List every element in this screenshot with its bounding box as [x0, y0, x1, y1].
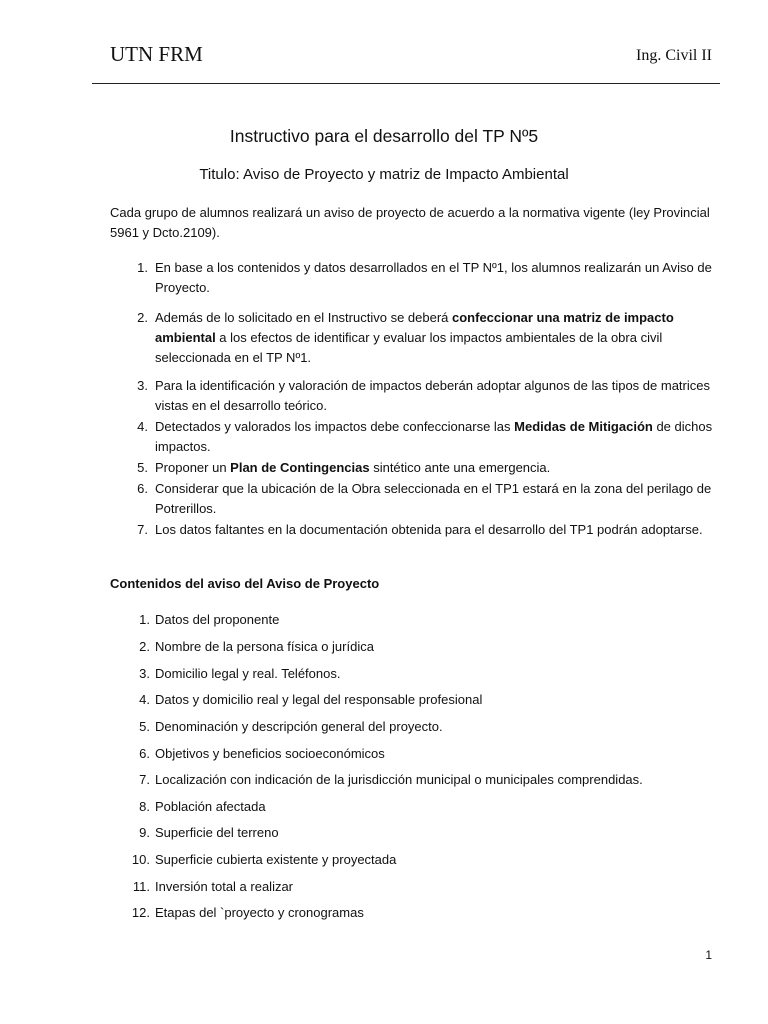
contents-number: 6. [139, 746, 150, 761]
contents-item [110, 610, 714, 630]
instruction-number: 6. [137, 481, 148, 496]
contents-text: Inversión total a realizar [155, 879, 294, 894]
instruction-item [110, 417, 714, 457]
instruction-text: Además de lo solicitado en el Instructivo se deberá confeccionar una matriz de impacto ambiental a los efectos de identificar y evaluar los impactos ambientales de la obra civil seleccionada en el TP Nº1. [155, 310, 674, 365]
contents-text: Etapas del `proyecto y cronogramas [155, 905, 364, 920]
contents-text: Datos del proponente [155, 612, 280, 627]
contents-text: Domicilio legal y real. Teléfonos. [155, 666, 341, 681]
contents-item [110, 690, 714, 710]
instruction-item [110, 458, 714, 478]
contents-text: Localización con indicación de la jurisdicción municipal o municipales comprendidas. [155, 772, 643, 787]
contents-text: Denominación y descripción general del proyecto. [155, 719, 443, 734]
document-subtitle: Titulo: Aviso de Proyecto y matriz de Impacto Ambiental [199, 166, 569, 183]
contents-text: Población afectada [155, 799, 266, 814]
header-divider [92, 83, 720, 84]
instruction-item [110, 308, 714, 368]
instruction-text: Detectados y valorados los impactos debe confeccionarse las Medidas de Mitigación de dichos impactos. [155, 419, 713, 454]
document-title: Instructivo para el desarrollo del TP Nº5 [229, 126, 539, 146]
contents-item [110, 770, 714, 790]
instruction-number: 7. [137, 522, 148, 537]
contents-text: Objetivos y beneficios socioeconómicos [155, 746, 385, 761]
instruction-number: 2. [137, 310, 148, 325]
intro-paragraph: Cada grupo de alumnos realizará un aviso de proyecto de acuerdo a la normativa vigente (ley Provincial 5961 y Dcto.2109). [110, 205, 710, 240]
contents-heading: Contenidos del aviso del Aviso de Proyecto [110, 576, 380, 591]
contents-number: 4. [139, 692, 150, 707]
instruction-item [110, 479, 714, 519]
contents-number: 12. [131, 905, 150, 920]
contents-number: 2. [139, 639, 150, 654]
contents-item [110, 823, 714, 843]
instruction-item [110, 376, 714, 416]
contents-item [110, 744, 714, 764]
contents-text: Superficie cubierta existente y proyectada [155, 852, 397, 867]
contents-text: Datos y domicilio real y legal del responsable profesional [155, 692, 483, 707]
contents-item [110, 664, 714, 684]
contents-number: 7. [139, 772, 150, 787]
contents-text: Superficie del terreno [155, 825, 279, 840]
instruction-number: 5. [137, 460, 148, 475]
contents-number: 10. [131, 852, 150, 867]
contents-number: 11. [132, 879, 150, 894]
contents-item [110, 797, 714, 817]
contents-number: 5. [139, 719, 150, 734]
instruction-text: Para la identificación y valoración de impactos deberán adoptar algunos de las tipos de matrices vistas en el desarrollo teórico. [155, 378, 710, 413]
contents-item [110, 877, 714, 897]
instruction-text: Proponer un Plan de Contingencias sintético ante una emergencia. [155, 460, 551, 475]
instruction-text: Los datos faltantes en la documentación obtenida para el desarrollo del TP1 podrán adoptarse. [155, 522, 703, 537]
contents-number: 8. [139, 799, 150, 814]
instruction-text: En base a los contenidos y datos desarrollados en el TP Nº1, los alumnos realizarán un Aviso de Proyecto. [155, 260, 712, 295]
contents-item [110, 850, 714, 870]
page-number: 1 [705, 948, 712, 962]
contents-item [110, 903, 714, 923]
contents-item [110, 717, 714, 737]
instruction-number: 3. [137, 378, 148, 393]
instruction-item [110, 258, 714, 298]
contents-number: 1. [139, 612, 150, 627]
instruction-number: 4. [137, 419, 148, 434]
instruction-number: 1. [137, 260, 148, 275]
contents-item [110, 637, 714, 657]
instruction-text: Considerar que la ubicación de la Obra seleccionada en el TP1 estará en la zona del perilago de Potrerillos. [155, 481, 712, 516]
header-left: UTN FRM [110, 42, 203, 66]
contents-text: Nombre de la persona física o jurídica [155, 639, 374, 654]
header-right: Ing. Civil II [636, 47, 712, 64]
contents-number: 3. [139, 666, 150, 681]
instruction-item [110, 520, 714, 540]
contents-number: 9. [139, 825, 150, 840]
